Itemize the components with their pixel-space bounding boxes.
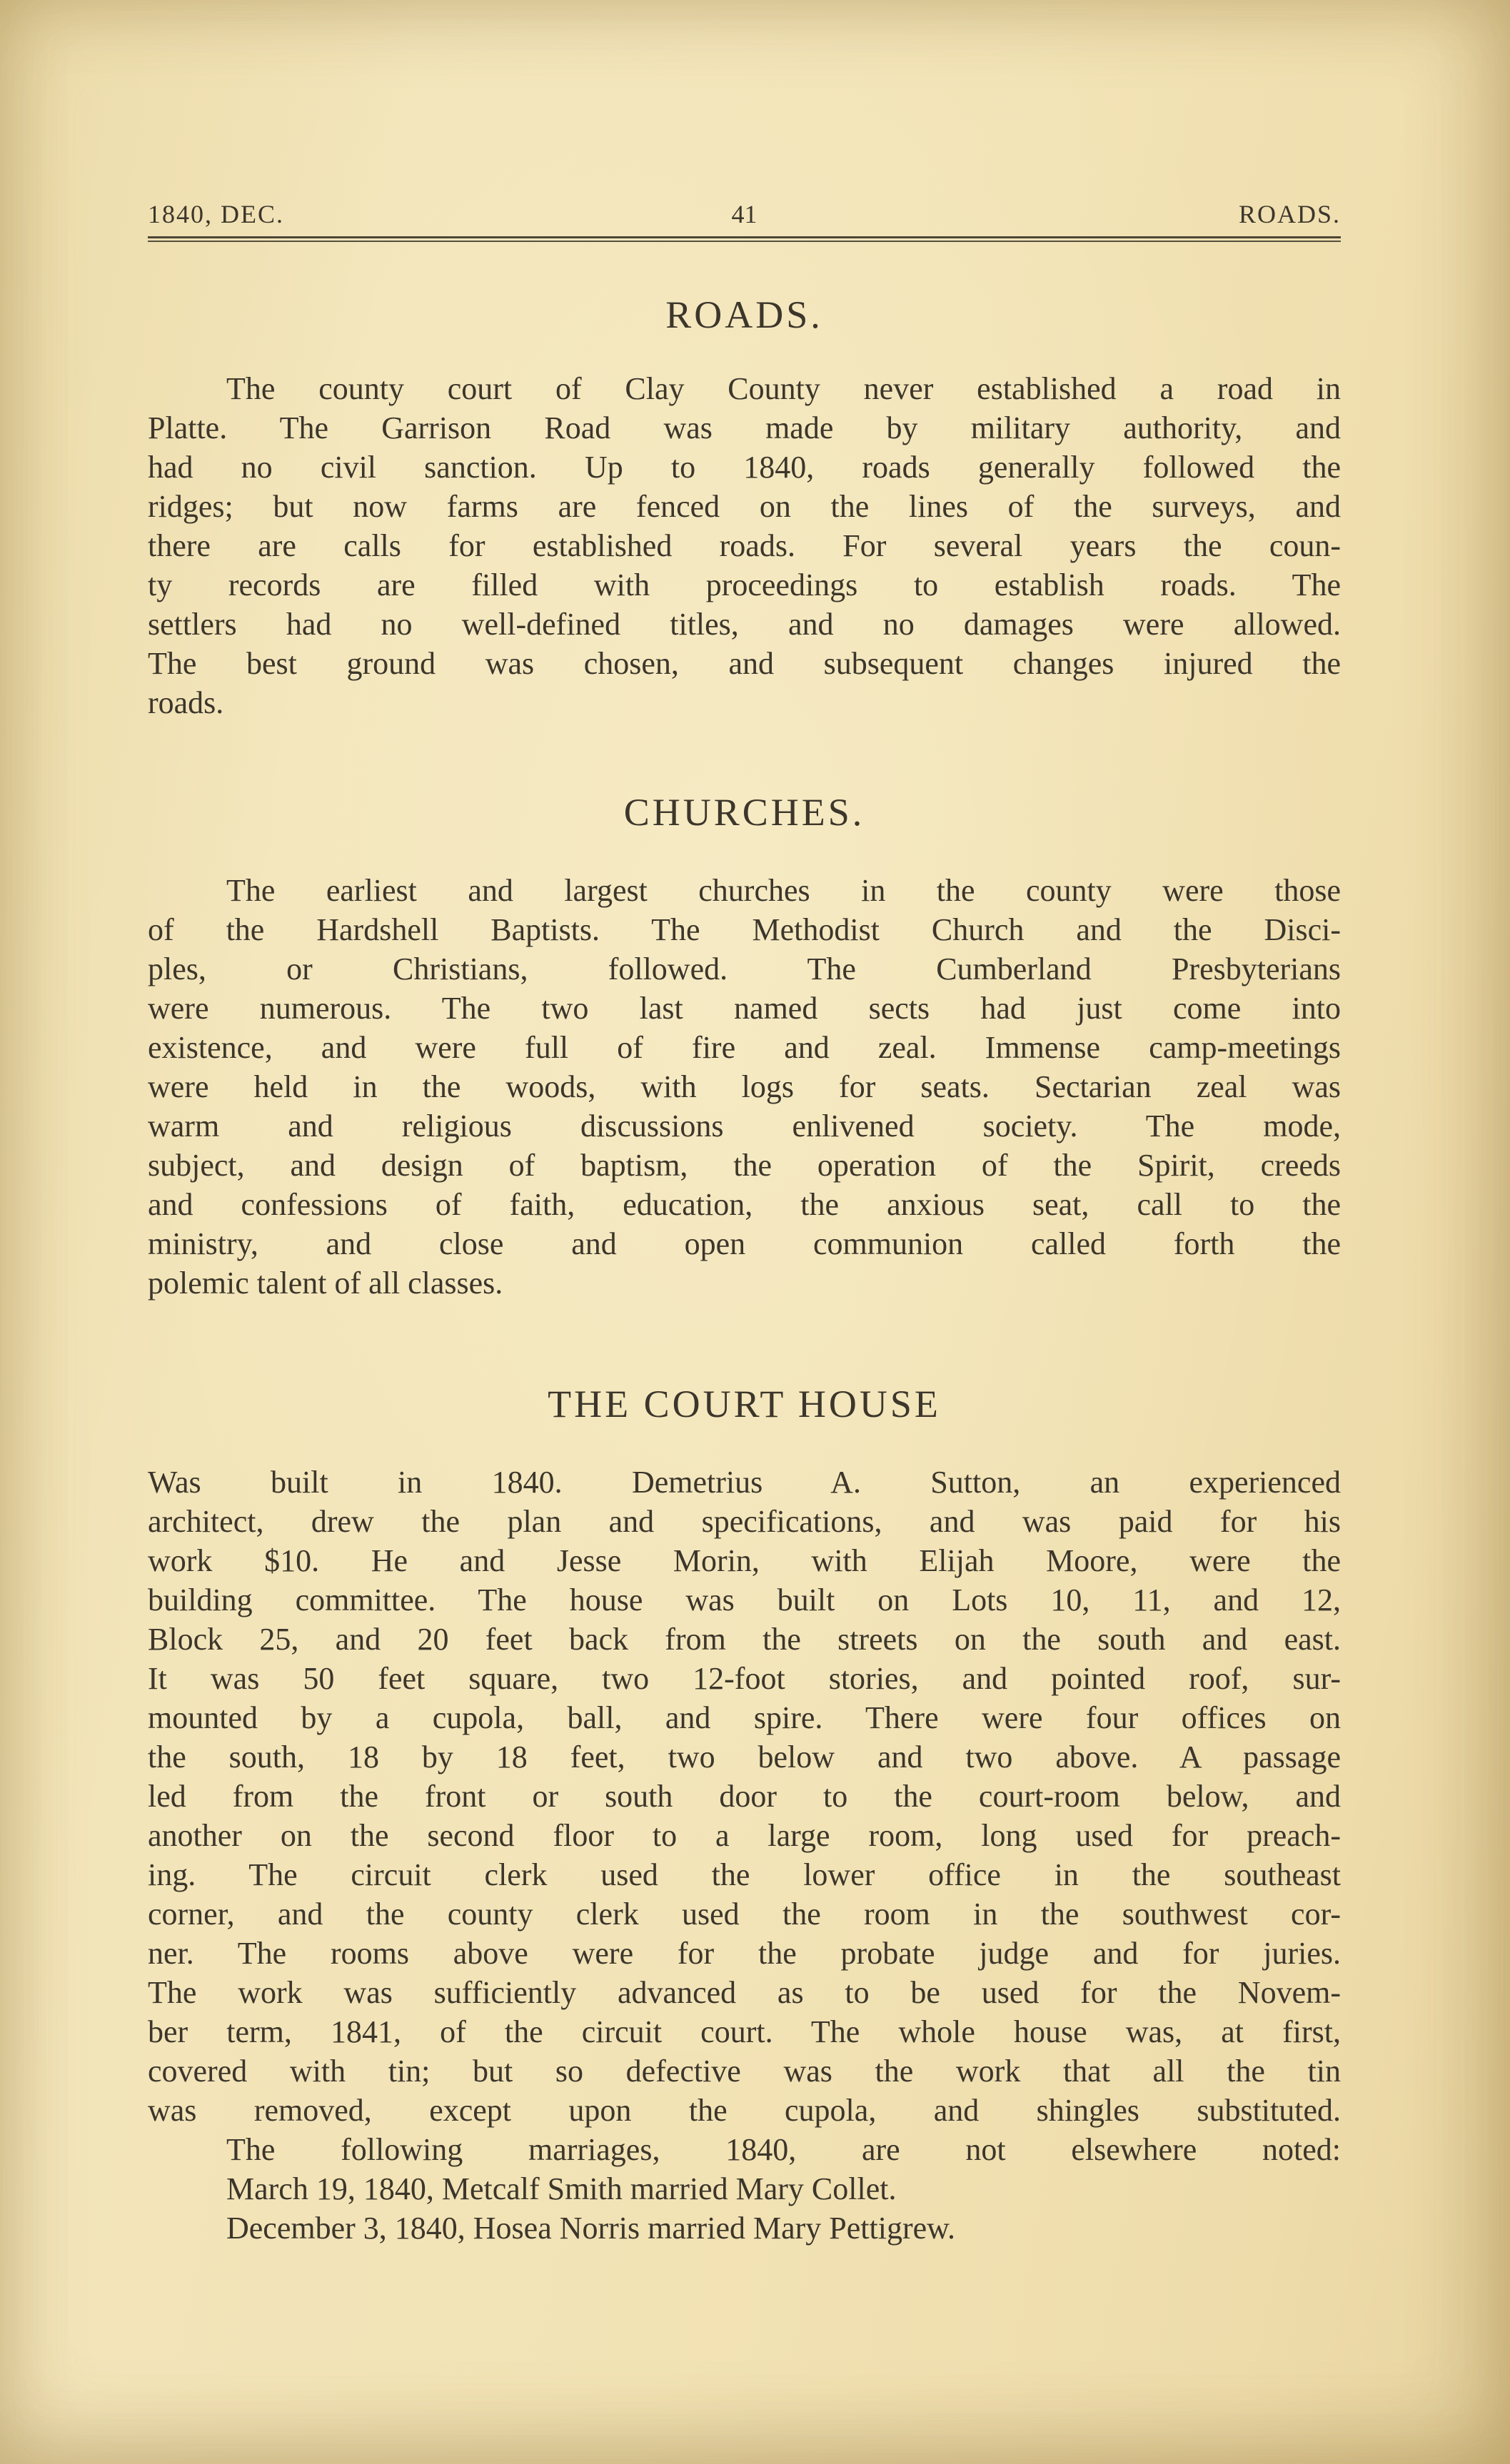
text-line: The county court of Clay County never established a road in bbox=[226, 371, 1341, 406]
text-line: of the Hardshell Baptists. The Methodist Church and the Disci- bbox=[148, 912, 1341, 947]
text-line: and confessions of faith, education, the anxious seat, call to the bbox=[148, 1187, 1341, 1222]
text-line: covered with tin; but so defective was the work that all the tin bbox=[148, 2054, 1341, 2089]
text-line: there are calls for established roads. For several years the coun- bbox=[148, 528, 1341, 563]
paragraph-block bbox=[148, 1463, 1341, 2248]
running-header bbox=[148, 201, 1341, 227]
section bbox=[148, 791, 1341, 1303]
page-body bbox=[148, 293, 1341, 2248]
section bbox=[148, 293, 1341, 722]
section-heading: ROADS. bbox=[665, 293, 823, 336]
text-line: March 19, 1840, Metcalf Smith married Mary Collet. bbox=[226, 2171, 897, 2206]
text-line: work $10. He and Jesse Morin, with Elijah Moore, were the bbox=[148, 1543, 1341, 1578]
text-line: settlers had no well-defined titles, and no damages were allowed. bbox=[148, 607, 1341, 642]
text-line: The work was sufficiently advanced as to be used for the Novem- bbox=[148, 1975, 1341, 2010]
text-line: ing. The circuit clerk used the lower office in the southeast bbox=[148, 1857, 1341, 1892]
text-line: corner, and the county clerk used the room in the southwest cor- bbox=[148, 1897, 1341, 1932]
text-line: ner. The rooms above were for the probate judge and for juries. bbox=[148, 1936, 1341, 1971]
text-line: polemic talent of all classes. bbox=[148, 1266, 503, 1301]
text-line: were numerous. The two last named sects had just come into bbox=[148, 991, 1341, 1026]
text-line: ty records are filled with proceedings to establish roads. The bbox=[148, 567, 1341, 602]
text-line: roads. bbox=[148, 685, 224, 720]
paragraph-block bbox=[148, 369, 1341, 722]
running-header-title: ROADS. bbox=[1238, 200, 1341, 228]
text-line: existence, and were full of fire and zeal. Immense camp-meetings bbox=[148, 1030, 1341, 1065]
paragraph-block bbox=[148, 871, 1341, 1303]
text-line: ministry, and close and open communion called forth the bbox=[148, 1226, 1341, 1261]
text-line: The best ground was chosen, and subsequent changes injured the bbox=[148, 646, 1341, 681]
text-line: led from the front or south door to the court-room below, and bbox=[148, 1779, 1341, 1814]
text-line: ridges; but now farms are fenced on the lines of the surveys, and bbox=[148, 489, 1341, 524]
text-line: Was built in 1840. Demetrius A. Sutton, an experienced bbox=[148, 1465, 1341, 1500]
text-line: mounted by a cupola, ball, and spire. There were four offices on bbox=[148, 1700, 1341, 1735]
section-heading: THE COURT HOUSE bbox=[548, 1383, 941, 1425]
text-line: was removed, except upon the cupola, and shingles substituted. bbox=[148, 2093, 1341, 2128]
text-line: The earliest and largest churches in the county were those bbox=[226, 873, 1341, 908]
text-line: warm and religious discussions enlivened society. The mode, bbox=[148, 1109, 1341, 1143]
text-line: Platte. The Garrison Road was made by military authority, and bbox=[148, 410, 1341, 445]
section-heading: CHURCHES. bbox=[623, 791, 865, 834]
text-line: architect, drew the plan and specifications, and was paid for his bbox=[148, 1504, 1341, 1539]
text-line: The following marriages, 1840, are not elsewhere noted: bbox=[226, 2132, 1341, 2167]
text-line: Block 25, and 20 feet back from the streets on the south and east. bbox=[148, 1622, 1341, 1657]
text-line: subject, and design of baptism, the operation of the Spirit, creeds bbox=[148, 1148, 1341, 1183]
text-line: had no civil sanction. Up to 1840, roads generally followed the bbox=[148, 450, 1341, 485]
text-line: were held in the woods, with logs for seats. Sectarian zeal was bbox=[148, 1069, 1341, 1104]
section bbox=[148, 1383, 1341, 2248]
text-line: the south, 18 by 18 feet, two below and two above. A passage bbox=[148, 1740, 1341, 1774]
text-line: ber term, 1841, of the circuit court. The whole house was, at first, bbox=[148, 2014, 1341, 2049]
running-header-date: 1840, DEC. bbox=[148, 200, 284, 228]
page-number: 41 bbox=[731, 200, 757, 228]
text-line: December 3, 1840, Hosea Norris married Mary Pettigrew. bbox=[226, 2211, 956, 2246]
text-line: building committee. The house was built on Lots 10, 11, and 12, bbox=[148, 1582, 1341, 1617]
text-line: It was 50 feet square, two 12-foot stories, and pointed roof, sur- bbox=[148, 1661, 1341, 1696]
text-line: another on the second floor to a large room, long used for preach- bbox=[148, 1818, 1341, 1853]
header-rule bbox=[148, 236, 1341, 242]
text-line: ples, or Christians, followed. The Cumberland Presbyterians bbox=[148, 951, 1341, 986]
